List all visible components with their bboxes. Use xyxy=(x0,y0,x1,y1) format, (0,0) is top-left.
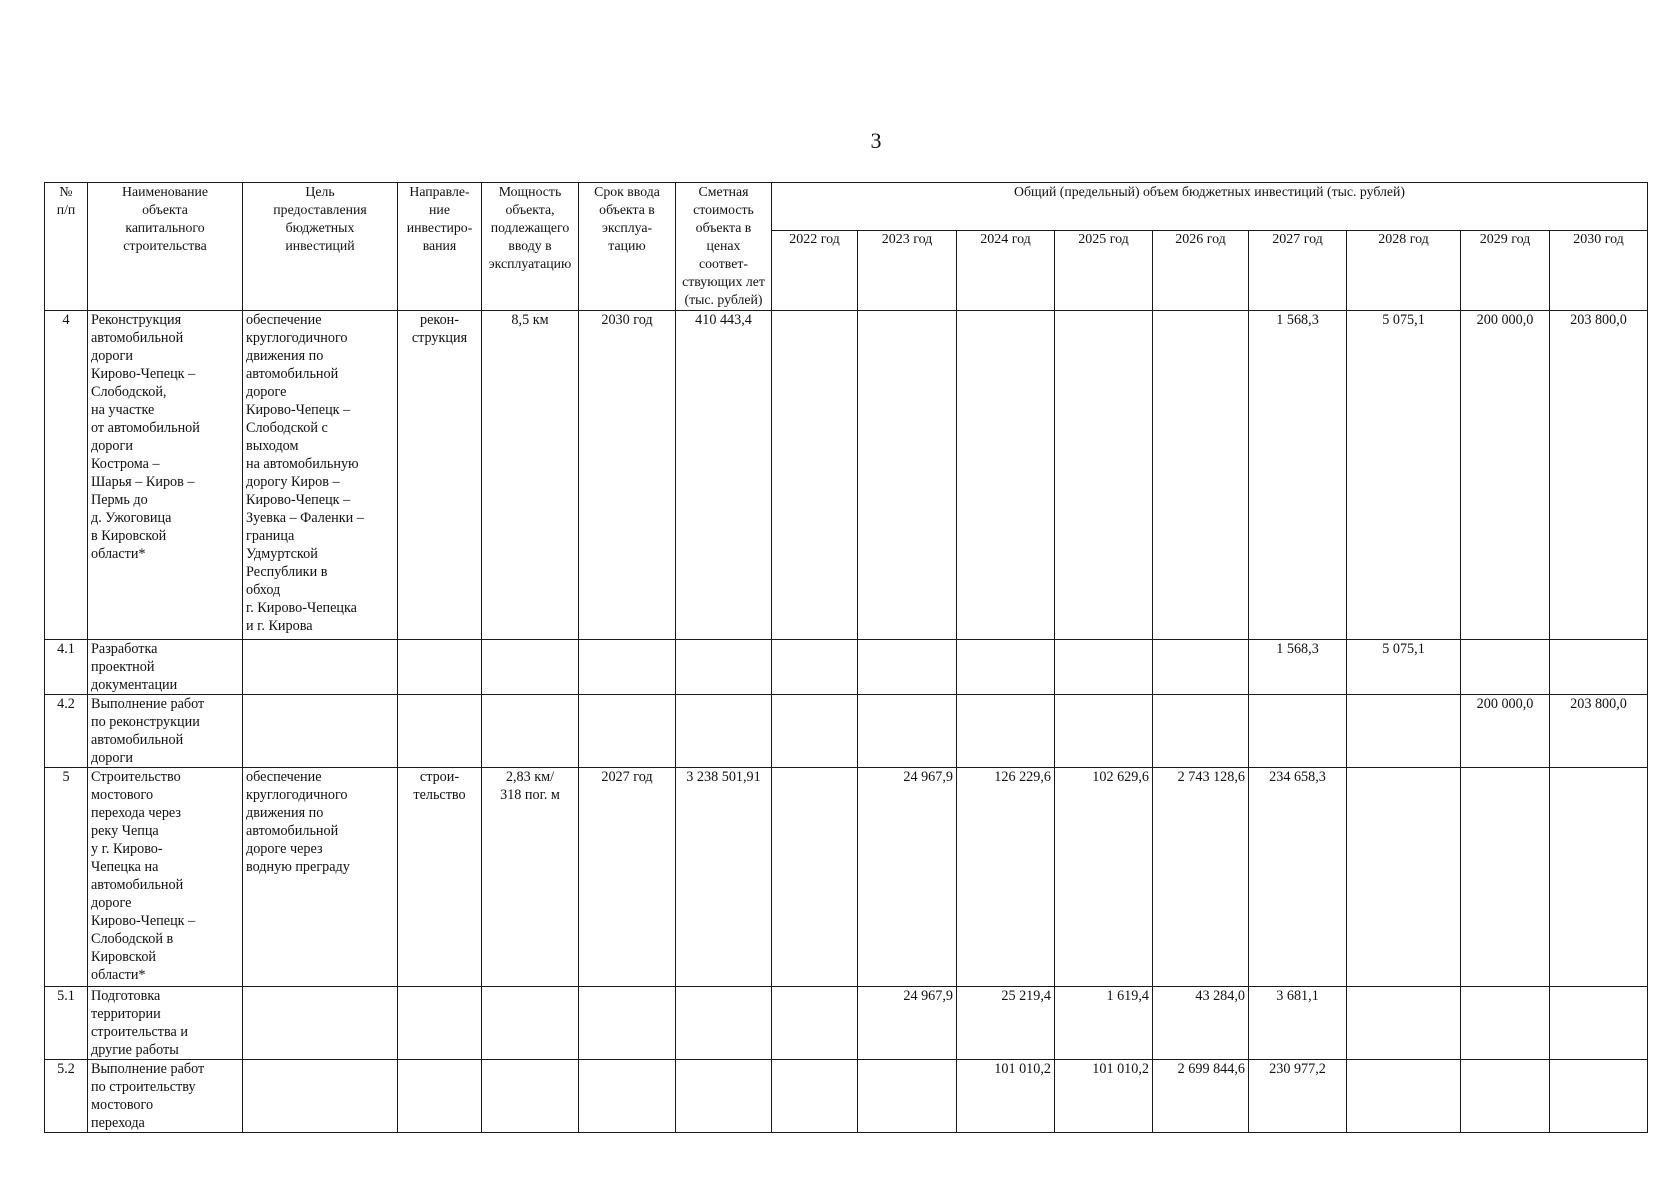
header-number: № п/п xyxy=(45,183,88,311)
year-value xyxy=(858,640,957,695)
estimated-cost xyxy=(676,640,772,695)
year-value xyxy=(1347,768,1461,987)
year-value xyxy=(858,695,957,768)
year-value xyxy=(1055,695,1153,768)
table-row xyxy=(45,640,1648,695)
row-number: 4.1 xyxy=(45,640,88,695)
estimated-cost: 3 238 501,91 xyxy=(676,768,772,987)
header-goal: Цель предоставления бюджетных инвестиций xyxy=(243,183,398,311)
estimated-cost xyxy=(676,695,772,768)
year-value: 101 010,2 xyxy=(1055,1060,1153,1133)
header-year: 2029 год xyxy=(1461,231,1550,311)
investment-direction xyxy=(398,1060,482,1133)
header-capacity: Мощность объекта, подлежащего вводу в эксплуатацию xyxy=(482,183,579,311)
object-capacity xyxy=(482,695,579,768)
object-capacity xyxy=(482,987,579,1060)
object-name: Подготовка территории строительства и другие работы xyxy=(88,987,243,1060)
investment-goal xyxy=(243,1060,398,1133)
year-value xyxy=(858,1060,957,1133)
year-value xyxy=(1347,1060,1461,1133)
commissioning-term xyxy=(579,987,676,1060)
commissioning-term: 2027 год xyxy=(579,768,676,987)
investment-goal: обеспечение круглогодичного движения по автомобильной дороге через водную преграду xyxy=(243,768,398,987)
year-value xyxy=(1347,987,1461,1060)
investment-direction: строи- тельство xyxy=(398,768,482,987)
year-value xyxy=(1461,987,1550,1060)
year-value xyxy=(1153,640,1249,695)
table-row xyxy=(45,695,1648,768)
investment-direction xyxy=(398,987,482,1060)
header-term: Срок ввода объекта в эксплуа- тацию xyxy=(579,183,676,311)
year-value: 200 000,0 xyxy=(1461,311,1550,640)
table-row xyxy=(45,1060,1648,1133)
year-value: 126 229,6 xyxy=(957,768,1055,987)
year-value: 24 967,9 xyxy=(858,987,957,1060)
year-value xyxy=(858,311,957,640)
year-value: 2 699 844,6 xyxy=(1153,1060,1249,1133)
object-name: Разработка проектной документации xyxy=(88,640,243,695)
year-value xyxy=(1461,640,1550,695)
table-row xyxy=(45,311,1648,640)
year-value xyxy=(772,1060,858,1133)
commissioning-term xyxy=(579,695,676,768)
year-value xyxy=(772,987,858,1060)
year-value: 1 568,3 xyxy=(1249,640,1347,695)
year-value xyxy=(772,311,858,640)
row-number: 5.1 xyxy=(45,987,88,1060)
investment-direction xyxy=(398,640,482,695)
table-row xyxy=(45,987,1648,1060)
investment-goal xyxy=(243,987,398,1060)
header-object-name: Наименование объекта капитального строительства xyxy=(88,183,243,311)
estimated-cost xyxy=(676,987,772,1060)
estimated-cost: 410 443,4 xyxy=(676,311,772,640)
investment-direction xyxy=(398,695,482,768)
header-year: 2028 год xyxy=(1347,231,1461,311)
year-value xyxy=(1347,695,1461,768)
year-value xyxy=(772,640,858,695)
year-value: 230 977,2 xyxy=(1249,1060,1347,1133)
header-year: 2023 год xyxy=(858,231,957,311)
year-value xyxy=(957,640,1055,695)
object-capacity xyxy=(482,1060,579,1133)
header-year: 2024 год xyxy=(957,231,1055,311)
year-value: 24 967,9 xyxy=(858,768,957,987)
investment-direction: рекон- струкция xyxy=(398,311,482,640)
investment-goal xyxy=(243,640,398,695)
object-capacity: 8,5 км xyxy=(482,311,579,640)
object-capacity xyxy=(482,640,579,695)
object-name: Реконструкция автомобильной дороги Кирово-Чепецк – Слободской, на участке от автомобильной дороги Кострома – Шарья – Киров – Пермь до д. Ужоговица в Кировской области* xyxy=(88,311,243,640)
row-number: 4 xyxy=(45,311,88,640)
object-name: Выполнение работ по реконструкции автомобильной дороги xyxy=(88,695,243,768)
year-value xyxy=(1153,311,1249,640)
year-value: 2 743 128,6 xyxy=(1153,768,1249,987)
year-value: 5 075,1 xyxy=(1347,311,1461,640)
object-name: Выполнение работ по строительству мостового перехода xyxy=(88,1060,243,1133)
year-value xyxy=(772,695,858,768)
row-number: 4.2 xyxy=(45,695,88,768)
year-value xyxy=(1249,695,1347,768)
page-number: 3 xyxy=(870,128,882,153)
estimated-cost xyxy=(676,1060,772,1133)
year-value: 234 658,3 xyxy=(1249,768,1347,987)
year-value: 203 800,0 xyxy=(1550,695,1648,768)
object-name: Строительство мостового перехода через реку Чепца у г. Кирово- Чепецка на автомобильной дороге Кирово-Чепецк – Слободской в Кировской области* xyxy=(88,768,243,987)
header-year: 2026 год xyxy=(1153,231,1249,311)
table-row xyxy=(45,768,1648,987)
header-estimated-cost: Сметная стоимость объекта в ценах соответ- ствующих лет (тыс. рублей) xyxy=(676,183,772,311)
year-value xyxy=(1153,695,1249,768)
object-capacity: 2,83 км/ 318 пог. м xyxy=(482,768,579,987)
year-value xyxy=(1055,311,1153,640)
year-value xyxy=(1461,1060,1550,1133)
investment-goal xyxy=(243,695,398,768)
year-value xyxy=(1461,768,1550,987)
year-value: 1 619,4 xyxy=(1055,987,1153,1060)
header-total-investment: Общий (предельный) объем бюджетных инвестиций (тыс. рублей) xyxy=(772,183,1648,231)
year-value: 200 000,0 xyxy=(1461,695,1550,768)
investment-goal: обеспечение круглогодичного движения по автомобильной дороге Кирово-Чепецк – Слободской с выходом на автомобильную дорогу Киров – Кирово-Чепецк – Зуевка – Фаленки – граница Удмуртской Республики в обход г. Кирово-Чепецка и г. Кирова xyxy=(243,311,398,640)
year-value xyxy=(1550,987,1648,1060)
year-value: 102 629,6 xyxy=(1055,768,1153,987)
commissioning-term xyxy=(579,640,676,695)
year-value: 25 219,4 xyxy=(957,987,1055,1060)
year-value: 203 800,0 xyxy=(1550,311,1648,640)
year-value xyxy=(1550,1060,1648,1133)
year-value xyxy=(772,768,858,987)
year-value xyxy=(1055,640,1153,695)
year-value xyxy=(1550,640,1648,695)
header-year: 2027 год xyxy=(1249,231,1347,311)
header-direction: Направле- ние инвестиро- вания xyxy=(398,183,482,311)
year-value: 3 681,1 xyxy=(1249,987,1347,1060)
year-value: 43 284,0 xyxy=(1153,987,1249,1060)
investment-table xyxy=(44,182,1648,1133)
year-value xyxy=(957,311,1055,640)
year-value xyxy=(1550,768,1648,987)
header-year: 2025 год xyxy=(1055,231,1153,311)
year-value: 1 568,3 xyxy=(1249,311,1347,640)
year-value: 5 075,1 xyxy=(1347,640,1461,695)
commissioning-term xyxy=(579,1060,676,1133)
row-number: 5 xyxy=(45,768,88,987)
year-value: 101 010,2 xyxy=(957,1060,1055,1133)
header-year: 2022 год xyxy=(772,231,858,311)
year-value xyxy=(957,695,1055,768)
header-year: 2030 год xyxy=(1550,231,1648,311)
commissioning-term: 2030 год xyxy=(579,311,676,640)
row-number: 5.2 xyxy=(45,1060,88,1133)
